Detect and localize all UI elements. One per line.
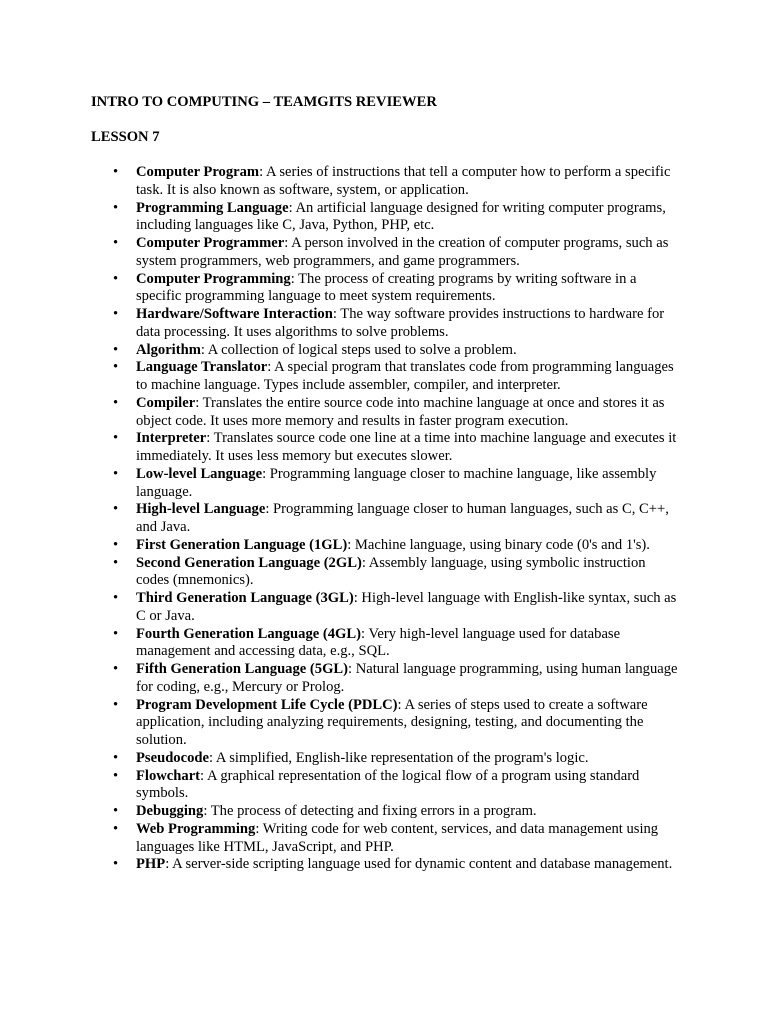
term-definition: : A person involved in the creation of computer programs, such as system programmers, web programmers, and game programmers.	[136, 235, 669, 269]
term-definition: : Programming language closer to machine language, like assembly language.	[136, 465, 657, 500]
list-item	[91, 501, 680, 537]
bullet-icon: •	[113, 501, 119, 518]
list-item	[91, 750, 680, 768]
term-label: Pseudocode	[136, 749, 209, 766]
bullet-icon: •	[113, 199, 119, 216]
term-definition: : Writing code for web content, services, and data management using languages like HTML, JavaScript, and PHP.	[136, 820, 659, 855]
term-definition: : A simplified, English-like representation of the program's logic.	[208, 749, 589, 766]
bullet-icon: •	[113, 661, 119, 677]
term-label: Web Programming	[136, 820, 256, 837]
term-definition: : A series of instructions that tell a computer how to perform a specific task. It is also known as software, system, or application.	[136, 164, 671, 198]
bullet-icon: •	[113, 820, 119, 837]
term-label: PHP	[136, 856, 166, 873]
list-item	[91, 590, 680, 626]
term-definition: : A collection of logical steps used to solve a problem.	[200, 341, 517, 358]
list-item	[91, 430, 680, 466]
term-list	[91, 164, 680, 874]
term-label: Computer Programmer	[136, 235, 285, 251]
term-definition: : The process of creating programs by writing software in a specific programming language to meet system requirements.	[136, 270, 637, 305]
bullet-icon: •	[113, 164, 119, 180]
term-label: High-level Language	[136, 501, 266, 518]
bullet-icon: •	[113, 536, 119, 553]
bullet-icon: •	[113, 235, 119, 251]
list-item	[91, 235, 680, 271]
term-definition: : Programming language closer to human languages, such as C, C++, and Java.	[136, 501, 669, 535]
term-label: Second Generation Language (2GL)	[136, 554, 362, 571]
term-definition: : A special program that translates code from programming languages to machine language. Types include assembler, compiler, and interpreter.	[136, 359, 674, 393]
bullet-icon: •	[113, 359, 119, 376]
list-item	[91, 200, 680, 236]
list-item	[91, 359, 680, 395]
term-label: Fifth Generation Language (5GL)	[136, 661, 349, 677]
term-definition: : Translates the entire source code into machine language at once and stores it as object code. It uses more memory and results in faster program execution.	[136, 394, 665, 429]
list-item	[91, 306, 680, 342]
term-label: Hardware/Software Interaction	[136, 306, 333, 322]
term-definition: : A series of steps used to create a software application, including analyzing requirements, designing, testing, and documenting the solution.	[136, 696, 648, 748]
term-definition: : An artificial language designed for writing computer programs, including languages like C, Java, Python, PHP, etc.	[136, 199, 666, 234]
term-definition: : A graphical representation of the logical flow of a program using standard symbols.	[136, 767, 640, 802]
term-definition: : The way software provides instructions to hardware for data processing. It uses algorithms to solve problems.	[136, 306, 665, 340]
list-item	[91, 697, 680, 750]
list-item	[91, 466, 680, 502]
term-definition: : Assembly language, using symbolic instruction codes (mnemonics).	[136, 554, 646, 589]
term-definition: : Translates source code one line at a time into machine language and executes it immediately. It uses less memory but executes slower.	[136, 430, 677, 464]
list-item	[91, 803, 680, 821]
document-title: INTRO TO COMPUTING – TEAMGITS REVIEWER	[91, 94, 437, 110]
list-item	[91, 626, 680, 662]
list-item	[91, 395, 680, 431]
bullet-icon: •	[113, 749, 119, 766]
list-item	[91, 537, 680, 555]
term-definition: : Machine language, using binary code (0's and 1's).	[347, 536, 650, 553]
list-item	[91, 856, 680, 874]
bullet-icon: •	[113, 394, 119, 411]
term-definition: : High-level language with English-like syntax, such as C or Java.	[136, 590, 677, 624]
term-label: Debugging	[136, 803, 204, 819]
bullet-icon: •	[113, 856, 119, 873]
bullet-icon: •	[113, 625, 119, 642]
bullet-icon: •	[113, 803, 119, 819]
term-label: Flowchart	[136, 767, 201, 784]
list-item	[91, 164, 680, 200]
bullet-icon: •	[113, 767, 119, 784]
term-definition: : Very high-level language used for database management and accessing data, e.g., SQL.	[136, 625, 621, 660]
list-item	[91, 271, 680, 307]
bullet-icon: •	[113, 306, 119, 322]
term-label: Compiler	[136, 394, 196, 411]
term-label: Computer Program	[136, 164, 260, 180]
term-definition: : A server-side scripting language used for dynamic content and database management.	[165, 856, 673, 873]
bullet-icon: •	[113, 465, 119, 482]
term-label: Third Generation Language (3GL)	[136, 590, 354, 606]
bullet-icon: •	[113, 341, 119, 358]
term-definition: : Natural language programming, using human language for coding, e.g., Mercury or Prolog.	[136, 661, 678, 695]
bullet-icon: •	[113, 554, 119, 571]
bullet-icon: •	[113, 590, 119, 606]
term-label: Computer Programming	[136, 270, 291, 287]
bullet-icon: •	[113, 430, 119, 447]
term-definition: : The process of detecting and fixing errors in a program.	[203, 803, 537, 819]
term-label: Language Translator	[136, 359, 268, 376]
term-label: Interpreter	[136, 430, 207, 447]
list-item	[91, 821, 680, 857]
term-label: Programming Language	[136, 199, 289, 216]
bullet-icon: •	[113, 696, 119, 713]
list-item	[91, 555, 680, 591]
term-label: Low-level Language	[136, 465, 263, 482]
list-item	[91, 342, 680, 360]
bullet-icon: •	[113, 270, 119, 287]
list-item	[91, 661, 680, 697]
term-label: Program Development Life Cycle (PDLC)	[136, 696, 398, 713]
term-label: First Generation Language (1GL)	[136, 536, 348, 553]
list-item	[91, 768, 680, 804]
term-label: Fourth Generation Language (4GL)	[136, 625, 361, 642]
term-label: Algorithm	[136, 341, 201, 358]
lesson-heading: LESSON 7	[91, 129, 160, 145]
